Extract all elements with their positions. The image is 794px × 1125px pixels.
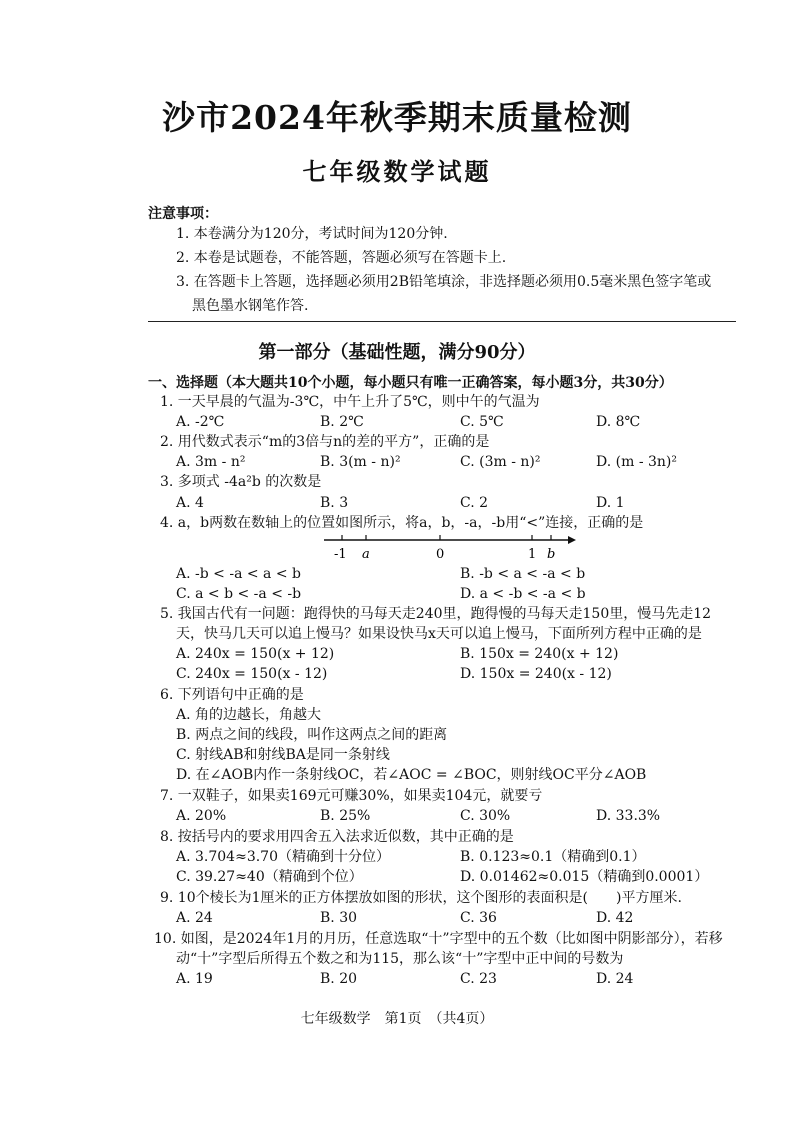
option: A. -b < -a < a < b xyxy=(176,566,301,582)
divider xyxy=(148,321,736,322)
option: B. 3 xyxy=(320,495,349,511)
exam-subtitle: 七年级数学试题 xyxy=(302,157,492,186)
option: C. 240x = 150(x - 12) xyxy=(176,666,328,682)
label-zero: 0 xyxy=(436,547,445,562)
option: D. 8℃ xyxy=(596,414,641,430)
option: D. (m - 3n)² xyxy=(596,454,677,470)
option: B. 两点之间的线段，叫作这两点之间的距离 xyxy=(176,727,448,743)
question-stem: 4. a，b两数在数轴上的位置如图所示，将a，b，-a，-b用“<”连接，正确的是 xyxy=(160,515,644,531)
option: D. 在∠AOB内作一条射线OC，若∠AOC = ∠BOC，则射线OC平分∠AOB xyxy=(176,767,647,783)
question-stem: 7. 一双鞋子，如果卖169元可赚30%，如果卖104元，就要亏 xyxy=(160,788,543,804)
notes-heading: 注意事项： xyxy=(148,206,218,222)
number-line-arrow xyxy=(568,536,576,544)
option: A. 20% xyxy=(176,808,227,824)
option: B. -b < a < -a < b xyxy=(460,566,586,582)
question-stem-cont: 动“十”字型后所得五个数之和为115，那么该“十”字型中正中间的号数为 xyxy=(176,951,624,967)
question-stem: 3. 多项式 -4a²b 的次数是 xyxy=(160,474,322,490)
label-b: b xyxy=(547,547,556,562)
section-heading: 一、选择题（本大题共10个小题，每小题只有唯一正确答案，每小题3分，共30分） xyxy=(148,375,673,391)
option: D. a < -b < -a < b xyxy=(460,586,586,602)
option: B. 25% xyxy=(320,808,371,824)
option: A. 240x = 150(x + 12) xyxy=(176,646,335,662)
number-line xyxy=(318,530,578,564)
option: D. 0.01462≈0.015（精确到0.0001） xyxy=(460,869,709,885)
option: D. 1 xyxy=(596,495,625,511)
label-one: 1 xyxy=(528,547,537,562)
option: C. 5℃ xyxy=(460,414,504,430)
page-footer: 七年级数学 第1页 （共4页） xyxy=(300,1011,494,1027)
option: A. 3.704≈3.70（精确到十分位） xyxy=(176,849,390,865)
option: B. 30 xyxy=(320,910,358,926)
option: D. 24 xyxy=(596,971,634,987)
label-a: a xyxy=(362,547,370,562)
option: B. 150x = 240(x + 12) xyxy=(460,646,619,662)
option: C. a < b < -a < -b xyxy=(176,586,302,602)
option: D. 150x = 240(x - 12) xyxy=(460,666,612,682)
option: C. 23 xyxy=(460,971,497,987)
option: B. 0.123≈0.1（精确到0.1） xyxy=(460,849,646,865)
option: A. 19 xyxy=(176,971,213,987)
option: A. 角的边越长，角越大 xyxy=(176,707,322,723)
question-stem: 9. 10个棱长为1厘米的正方体摆放如图的形状，这个图形的表面积是( )平方厘米. xyxy=(160,890,682,906)
option: C. 2 xyxy=(460,495,489,511)
option: B. 2℃ xyxy=(320,414,364,430)
option: C. 射线AB和射线BA是同一条射线 xyxy=(176,747,390,763)
note-item: 2. 本卷是试题卷，不能答题，答题必须写在答题卡上. xyxy=(176,250,507,266)
option: A. 4 xyxy=(176,495,204,511)
option: C. 30% xyxy=(460,808,511,824)
option: B. 20 xyxy=(320,971,358,987)
option: B. 3(m - n)² xyxy=(320,454,401,470)
note-item: 黑色墨水钢笔作答. xyxy=(192,298,309,314)
label-minus-one: -1 xyxy=(334,547,347,562)
question-stem: 10. 如图，是2024年1月的月历，任意选取“十”字型中的五个数（比如图中阴影部分），若移 xyxy=(154,931,723,947)
note-item: 3. 在答题卡上答题，选择题必须用2B铅笔填涂，非选择题必须用0.5毫米黑色签字笔或 xyxy=(176,274,712,290)
exam-title: 沙市2024年秋季期末质量检测 xyxy=(162,98,632,137)
note-item: 1. 本卷满分为120分，考试时间为120分钟. xyxy=(176,226,448,242)
option: D. 42 xyxy=(596,910,634,926)
option: C. 36 xyxy=(460,910,497,926)
question-stem: 1. 一天早晨的气温为-3℃，中午上升了5℃，则中午的气温为 xyxy=(160,394,540,410)
question-stem-cont: 天，快马几天可以追上慢马？如果设快马x天可以追上慢马，下面所列方程中正确的是 xyxy=(176,626,702,642)
option: C. 39.27≈40（精确到个位） xyxy=(176,869,363,885)
option: A. 3m - n² xyxy=(176,454,246,470)
question-stem: 5. 我国古代有一问题：跑得快的马每天走240里，跑得慢的马每天走150里，慢马先走12 xyxy=(160,606,712,622)
part-title: 第一部分（基础性题，满分90分） xyxy=(258,342,536,363)
option: A. -2℃ xyxy=(176,414,225,430)
question-stem: 6. 下列语句中正确的是 xyxy=(160,687,304,703)
question-stem: 2. 用代数式表示“m的3倍与n的差的平方”，正确的是 xyxy=(160,434,490,450)
option: D. 33.3% xyxy=(596,808,661,824)
option: C. (3m - n)² xyxy=(460,454,541,470)
question-stem: 8. 按括号内的要求用四舍五入法求近似数，其中正确的是 xyxy=(160,829,514,845)
option: A. 24 xyxy=(176,910,213,926)
